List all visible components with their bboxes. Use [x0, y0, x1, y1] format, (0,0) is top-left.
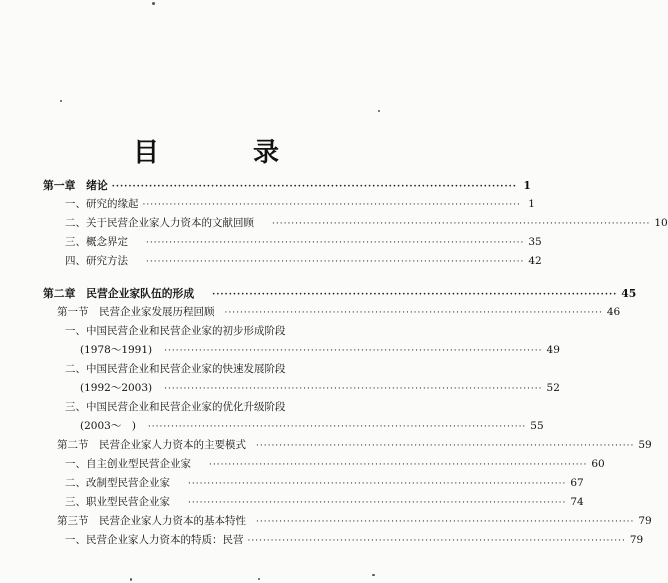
toc-entry [65, 361, 361, 378]
toc-entry-label: 三、中国民营企业和民营企业家的优化升级阶段 [65, 401, 286, 413]
toc-entry [65, 196, 535, 213]
toc-entry-page: 1 [523, 179, 531, 192]
toc-leader: ·································································································· [224, 308, 603, 318]
toc-leader: ·································································································· [256, 441, 635, 451]
toc-entry [57, 437, 652, 454]
toc-entry-label: (1992～2003) [80, 382, 153, 394]
toc-leader: ·································································································· [188, 479, 567, 489]
toc-entry [65, 456, 605, 473]
toc-entry-label: 第二节 民营企业家人力资本的主要模式 [57, 439, 246, 451]
toc-entry [80, 380, 560, 397]
toc-entry-page: 67 [570, 477, 584, 489]
toc-entry-label: 一、民营企业家人力资本的特质：民营 [65, 534, 244, 546]
toc-leader: ·································································································· [111, 182, 517, 192]
toc-entry-page: 42 [528, 255, 542, 267]
toc-entry-label: 第二章 民营企业家队伍的形成 [43, 287, 195, 300]
toc-entry [43, 285, 637, 302]
toc-entry-page: 60 [591, 458, 605, 470]
toc-entry-label: 一、自主创业型民营企业家 [65, 458, 191, 470]
toc-entry-page: 10 [654, 217, 668, 229]
toc-entry-label: (1978～1991) [80, 344, 153, 356]
toc-leader: ·································································································· [147, 422, 527, 432]
toc-entry [65, 399, 361, 416]
toc-leader: ·································································································· [164, 346, 543, 356]
toc-entry-label: 第一章 绪论 [43, 179, 108, 192]
scan-speck [378, 110, 380, 112]
toc-entry [80, 342, 560, 359]
toc-leader: ·································································································· [188, 498, 567, 508]
toc-leader: ·································································································· [209, 460, 588, 470]
toc-entry [65, 253, 542, 270]
toc-entry-label: 第三节 民营企业家人力资本的基本特性 [57, 515, 246, 527]
toc-entry-label: 一、研究的缘起 [65, 198, 139, 210]
toc-entry-page: 55 [530, 420, 544, 432]
toc-entry-page: 46 [606, 306, 621, 318]
toc-leader: ·································································································· [212, 290, 618, 300]
toc-entry [57, 304, 621, 321]
toc-entry [65, 532, 644, 549]
toc-entry [43, 177, 531, 194]
toc-title: 目 录 [132, 138, 313, 168]
toc-entry-label: 二、改制型民营企业家 [65, 477, 170, 489]
toc-entry-page: 1 [528, 198, 535, 210]
toc-entry-label: 二、关于民营企业家人力资本的文献回顾 [65, 217, 254, 229]
toc-entry-label: 三、概念界定 [65, 236, 128, 248]
toc-entry-page: 59 [638, 439, 652, 451]
toc-entry [65, 234, 542, 251]
toc-entry [65, 475, 584, 492]
toc-entry-page: 35 [528, 236, 542, 248]
toc-leader: ·································································································· [146, 257, 525, 267]
toc-entry-page: 74 [570, 496, 584, 508]
toc-entry [65, 323, 361, 340]
toc-leader: ·································································································· [164, 384, 543, 394]
toc-entry-page: 49 [546, 344, 560, 356]
scan-speck [372, 574, 375, 576]
toc-leader: ·································································································· [142, 200, 521, 210]
scan-speck [60, 100, 62, 102]
toc-leader: ·································································································· [256, 517, 635, 527]
toc-leader: ·································································································· [272, 219, 651, 229]
toc-entry-page: 79 [638, 515, 652, 527]
toc-entry-label: 四、研究方法 [65, 255, 128, 267]
toc-entry-label: 二、中国民营企业和民营企业家的快速发展阶段 [65, 363, 286, 375]
toc-entry-label: (2003～ ) [80, 420, 136, 432]
toc-entry-page: 45 [621, 287, 637, 300]
toc-entry [57, 513, 652, 530]
toc-entry [80, 418, 544, 435]
scan-speck [152, 2, 155, 5]
toc-entry-label: 三、职业型民营企业家 [65, 496, 170, 508]
scan-speck [258, 578, 260, 580]
toc-entry [65, 494, 584, 511]
scan-speck [130, 578, 132, 581]
toc-entry-label: 一、中国民营企业和民营企业家的初步形成阶段 [65, 325, 286, 337]
toc-leader: ·································································································· [247, 536, 626, 546]
toc-entry-page: 52 [546, 382, 560, 394]
toc-entry-label: 第一节 民营企业家发展历程回顾 [57, 306, 215, 318]
toc-entry-page: 79 [629, 534, 644, 546]
toc-entry [65, 215, 668, 232]
toc-leader: ·································································································· [146, 238, 525, 248]
